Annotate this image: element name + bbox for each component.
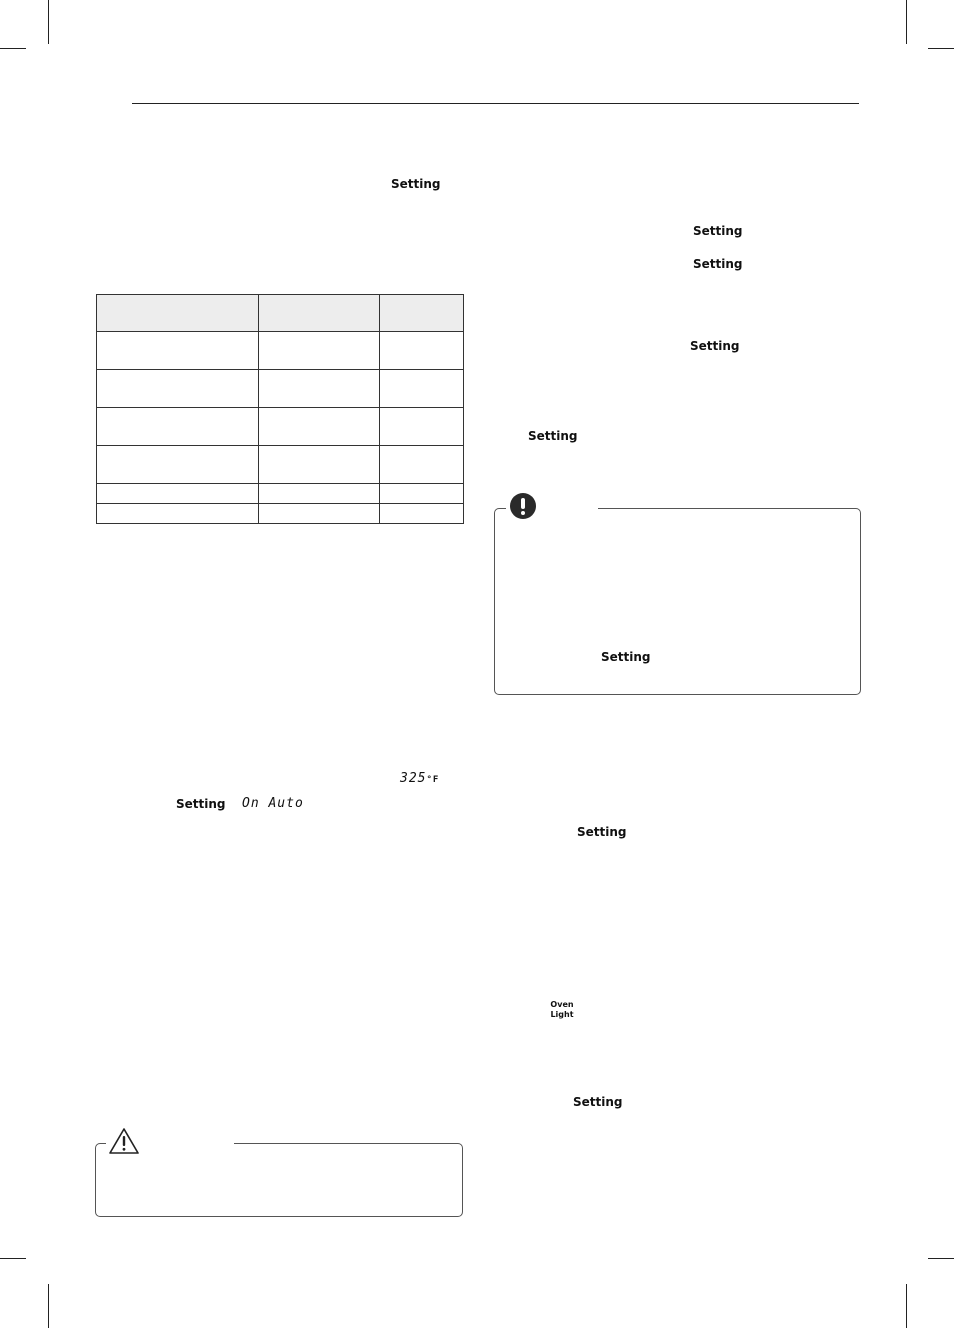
crop-mark-bottom-right [906, 1284, 907, 1328]
exclamation-circle-icon [510, 493, 536, 519]
setting-keyword-1: Setting [391, 177, 441, 191]
table-header-cell [97, 295, 259, 332]
crop-mark-bottom-left [48, 1284, 49, 1328]
oven-light-line1: Oven [550, 1000, 574, 1009]
crop-mark-left-top [0, 48, 26, 49]
table-row [97, 484, 464, 504]
display-mode-text: On Auto [242, 796, 304, 811]
warning-triangle-icon [108, 1127, 140, 1155]
oven-light-line2: Light [550, 1010, 574, 1019]
setting-keyword-8: Setting [577, 825, 627, 839]
setting-keyword-4: Setting [693, 257, 743, 271]
table-row [97, 504, 464, 524]
settings-table [96, 294, 464, 524]
setting-keyword-9: Setting [573, 1095, 623, 1109]
note-box [494, 508, 861, 695]
crop-mark-top-left [48, 0, 49, 44]
display-temperature: 325°F [400, 771, 440, 786]
setting-keyword-3: Setting [693, 224, 743, 238]
crop-mark-top-right [906, 0, 907, 44]
oven-light-keyword [549, 1000, 575, 1020]
table-row [97, 370, 464, 408]
header-rule [132, 103, 859, 104]
crop-mark-right-top [928, 48, 954, 49]
display-temperature-unit: °F [426, 775, 440, 785]
table-header-cell [380, 295, 464, 332]
table-header-row [97, 295, 464, 332]
table-header-cell [259, 295, 380, 332]
crop-mark-left-bottom [0, 1258, 26, 1259]
setting-keyword-5: Setting [690, 339, 740, 353]
crop-mark-right-bottom [928, 1258, 954, 1259]
setting-keyword-6: Setting [528, 429, 578, 443]
table-row [97, 446, 464, 484]
setting-keyword-2: Setting [176, 797, 226, 811]
table-row [97, 408, 464, 446]
caution-box [95, 1143, 463, 1217]
table-row [97, 332, 464, 370]
setting-keyword-7: Setting [601, 650, 651, 664]
